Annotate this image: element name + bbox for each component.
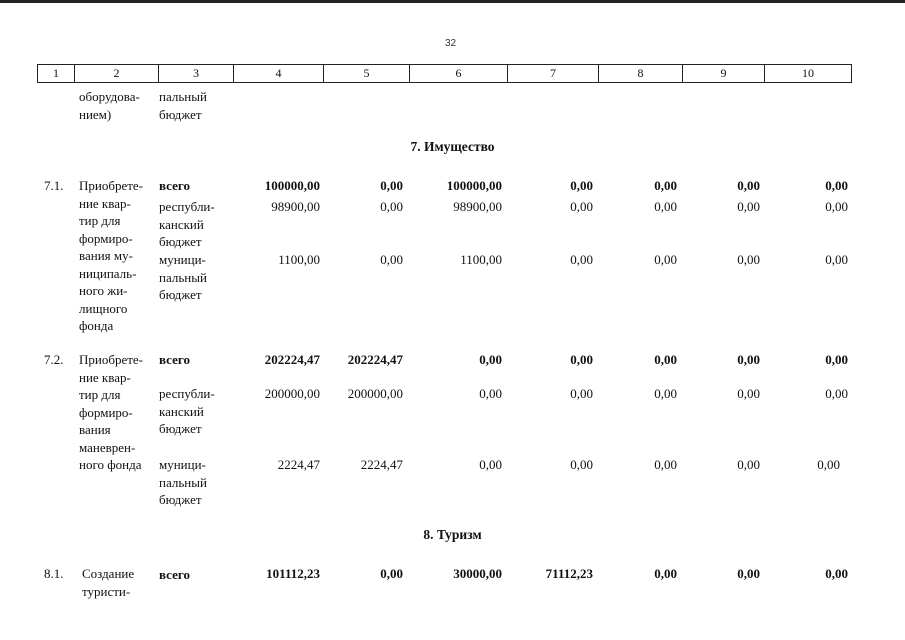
- header-col-6: 6: [409, 64, 507, 83]
- budget-label-republic: республи- канский бюджет: [159, 199, 215, 249]
- header-col-10: 10: [764, 64, 852, 83]
- budget-label-total: всего: [159, 567, 190, 582]
- value-col10: 0,00: [825, 386, 848, 401]
- section-title-property: 7. Имущество: [410, 139, 495, 154]
- header-col-7: 7: [507, 64, 598, 83]
- value-col8: 0,00: [654, 178, 677, 193]
- value-col4: 200000,00: [264, 386, 320, 401]
- value-col5: 0,00: [380, 199, 403, 214]
- value-col6: 0,00: [479, 386, 502, 401]
- row-number: 7.2.: [44, 352, 64, 367]
- header-col-8: 8: [598, 64, 682, 83]
- value-col6: 30000,00: [453, 566, 502, 581]
- header-col-4: 4: [233, 64, 323, 83]
- page-number: 32: [445, 38, 457, 49]
- value-col5: 202224,47: [347, 352, 403, 367]
- value-col4: 98900,00: [271, 199, 320, 214]
- budget-label-municipal: муници- пальный бюджет: [159, 252, 207, 302]
- value-col9: 0,00: [737, 199, 760, 214]
- value-col4: 202224,47: [264, 352, 320, 367]
- value-col8: 0,00: [654, 199, 677, 214]
- value-col8: 0,00: [654, 252, 677, 267]
- value-col7: 0,00: [570, 457, 593, 472]
- value-col7: 71112,23: [545, 566, 593, 581]
- row-name: Создание туристи-: [82, 566, 135, 599]
- value-col5: 0,00: [380, 566, 403, 581]
- header-col-3: 3: [158, 64, 233, 83]
- value-col4: 1100,00: [278, 252, 320, 267]
- value-col9: 0,00: [737, 178, 760, 193]
- section-title-tourism: 8. Туризм: [423, 527, 482, 542]
- carryover-budget: пальный бюджет: [159, 89, 207, 122]
- value-col10: 0,00: [825, 199, 848, 214]
- value-col6: 0,00: [479, 352, 502, 367]
- value-col9: 0,00: [737, 252, 760, 267]
- budget-label-municipal: муници- пальный бюджет: [159, 457, 207, 507]
- value-col7: 0,00: [570, 199, 593, 214]
- value-col5: 0,00: [380, 252, 403, 267]
- table-header-row: [37, 64, 852, 83]
- header-col-2: 2: [74, 64, 158, 83]
- value-col10: 0,00: [817, 457, 840, 472]
- value-col10: 0,00: [825, 352, 848, 367]
- header-col-5: 5: [323, 64, 409, 83]
- value-col6: 98900,00: [453, 199, 502, 214]
- budget-label-total: всего: [159, 178, 190, 193]
- value-col9: 0,00: [737, 457, 760, 472]
- budget-label-total: всего: [159, 352, 190, 367]
- carryover-name: оборудова- нием): [79, 89, 140, 122]
- scan-top-edge: [0, 0, 905, 3]
- value-col8: 0,00: [654, 457, 677, 472]
- value-col10: 0,00: [825, 178, 848, 193]
- value-col7: 0,00: [570, 352, 593, 367]
- value-col9: 0,00: [737, 352, 760, 367]
- value-col4: 2224,47: [277, 457, 320, 472]
- row-number: 8.1.: [44, 566, 64, 581]
- header-col-1: 1: [37, 64, 74, 83]
- value-col5: 200000,00: [347, 386, 403, 401]
- value-col10: 0,00: [825, 566, 848, 581]
- header-col-9: 9: [682, 64, 764, 83]
- value-col6: 0,00: [479, 457, 502, 472]
- value-col6: 100000,00: [446, 178, 502, 193]
- value-col7: 0,00: [570, 178, 593, 193]
- value-col7: 0,00: [570, 386, 593, 401]
- value-col8: 0,00: [654, 386, 677, 401]
- value-col9: 0,00: [737, 566, 760, 581]
- budget-label-republic: республи- канский бюджет: [159, 386, 215, 436]
- value-col5: 0,00: [380, 178, 403, 193]
- value-col6: 1100,00: [460, 252, 502, 267]
- value-col4: 100000,00: [264, 178, 320, 193]
- value-col4: 101112,23: [266, 566, 320, 581]
- value-col8: 0,00: [654, 566, 677, 581]
- value-col5: 2224,47: [360, 457, 403, 472]
- value-col10: 0,00: [825, 252, 848, 267]
- value-col8: 0,00: [654, 352, 677, 367]
- value-col9: 0,00: [737, 386, 760, 401]
- row-number: 7.1.: [44, 178, 64, 193]
- row-name: Приобрете- ние квар- тир для формиро- вания маневрен- ного фонда: [79, 352, 144, 472]
- row-name: Приобрете- ние квар- тир для формиро- вания му- ниципаль- ного жи- лищного фонда: [79, 178, 144, 333]
- value-col7: 0,00: [570, 252, 593, 267]
